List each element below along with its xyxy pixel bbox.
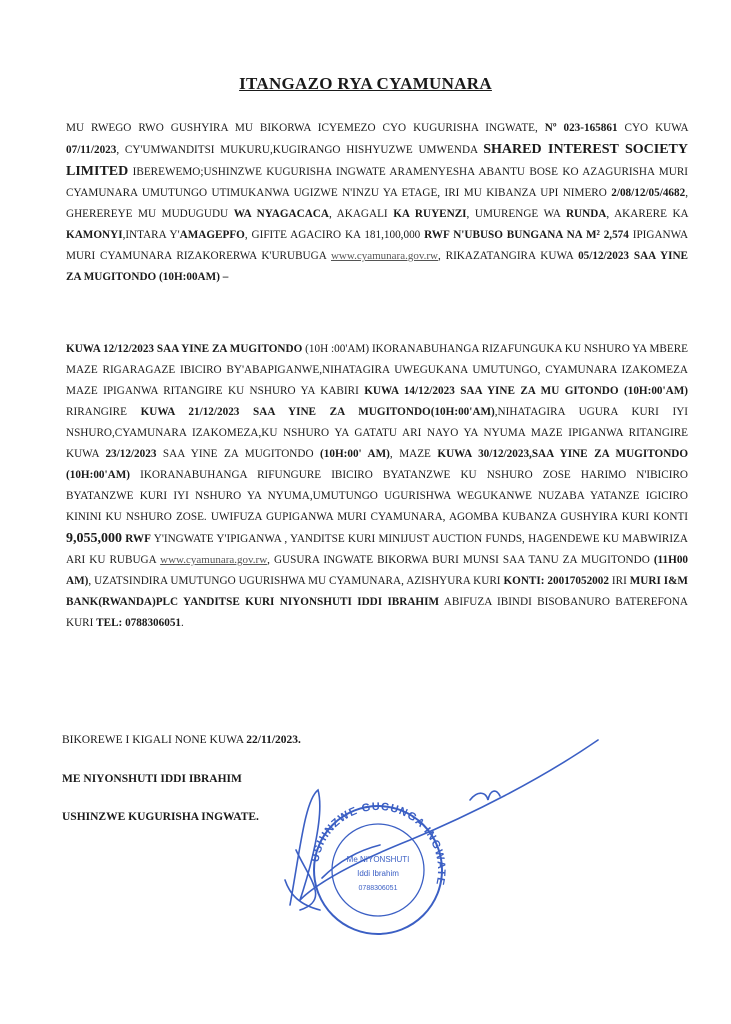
creditor-name: SHARED INTEREST SOCIETY LIMITED	[66, 142, 689, 179]
stamp-ring-text: USHINZWE GUCUNGA INGWATE	[309, 800, 448, 887]
account-number: KONTI: 20017052002	[503, 575, 609, 587]
signing-date-line: BIKOREWE I KIGALI NONE KUWA 22/11/2023.	[62, 734, 301, 746]
document-title: ITANGAZO RYA CYAMUNARA	[239, 74, 492, 93]
contact-phone: TEL: 0788306051	[96, 617, 182, 629]
plot-number: 2/08/12/05/4682	[611, 187, 686, 199]
auction-website-link[interactable]: www.cyamunara.gov.rw	[330, 250, 438, 262]
stamp-inner-line2: Iddi Ibrahim	[357, 869, 399, 878]
signatory-role: USHINZWE KUGURISHA INGWATE.	[62, 811, 259, 823]
deposit-amount: 9,055,000	[66, 531, 122, 546]
auction-website-link-2[interactable]: www.cyamunara.gov.rw	[160, 554, 268, 566]
paragraph-announcement: MU RWEGO RWO GUSHYIRA MU BIKORWA ICYEMEZO CYO KUGURISHA INGWATE, Nº 023-165861 CYO KUWA 07/11/2023, CY'UMWANDITSI MUKURU,KUGIRANGO HISHYUZWE UMWENDA SHARED INTEREST SOCIETY LIMITED IBEREWEMO;USHINZWE KUGURISHA INGWATE ARAMENYESHA ABANTU BOSE KO AZAGURISHA MURI CYAMUNARA UMUTUNGO UTIMUKANWA UGIZWE N'INZU YA ETAGE, IRI MU KIBANZA UPI NIMERO 2/08/12/05/4682, GHEREREYE MU MUDUGUDU WA NYAGACACA, AKAGALI KA RUYENZI, UMURENGE WA RUNDA, AKARERE KA KAMONYI,INTARA Y'AMAGEPFO, GIFITE AGACIRO KA 181,100,000 RWF N'UBUSO BUNGANA NA M² 2,574 IPIGANWA MURI CYAMUNARA RIZAKORERWA K'URUBUGA www.cyamunara.gov.rw, RIKAZATANGIRA KUWA 05/12/2023 SAA YINE ZA MUGITONDO (10H:00AM) –	[66, 122, 689, 283]
signatory-name: ME NIYONSHUTI IDDI IBRAHIM	[62, 773, 242, 785]
svg-text:USHINZWE GUCUNGA INGWATE	[309, 801, 447, 887]
signature-icon	[285, 740, 598, 910]
stamp-inner-line1: Me NIYONSHUTI	[346, 855, 410, 864]
official-stamp-icon	[309, 801, 447, 934]
paragraph-auction-schedule: KUWA 12/12/2023 SAA YINE ZA MUGITONDO (10H :00'AM) IKORANABUHANGA RIZAFUNGUKA KU NSHURO YA MBERE MAZE RIGARAGAZE IBICIRO BY'ABAPIGANWE,NIHATAGIRA UWEGUKANA UMUTUNGO, CYAMUNARA IZAKOMEZA MAZE IPIGANWA RITANGIRE KU NSHURO YA KABIRI KUWA 14/12/2023 SAA YINE ZA MU GITONDO (10H:00'AM) RIRANGIRE KUWA 21/12/2023 SAA YINE ZA MUGITONDO(10H:00'AM),NIHATAGIRA UGURA KURI IYI NSHURO,CYAMUNARA IZAKOMEZA,KU NSHURO YA GATATU ARI NAYO YA NYUMA MAZE IPIGANWA RITANGIRE KUWA 23/12/2023 SAA YINE ZA MUGITONDO (10H:00' AM), MAZE KUWA 30/12/2023,SAA YINE ZA MUGITONDO (10H:00'AM) IKORANABUHANGA RIFUNGURE IBICIRO BYATANZWE KU NSHURO ZOSE HARIMO N'IBICIRO BYATANZWE KURI IYI NSHURO YA NYUMA,UMUTUNGO UGURISHWA WEGUKANWE NUZABA YATANZE IGICIRO KININI KU NSHURO ZOSE. UWIFUZA GUPIGANWA MURI CYAMUNARA, AGOMBA KUBANZA GUSHYIRA KURI KONTI 9,055,000 RWF Y'INGWATE Y'IPIGANWA , YANDITSE KURI MINIJUST AUCTION FUNDS, HAGENDEWE KU MABWIRIZA ARI KU RUBUGA www.cyamunara.gov.rw, GUSURA INGWATE BIKORWA BURI MUNSI SAA TANU ZA MUGITONDO (11H00 AM), UZATSINDIRA UMUTUNGO UGURISHWA MU CYAMUNARA, AZISHYURA KURI KONTI: 20017052002 IRI MURI I&M BANK(RWANDA)PLC YANDITSE KURI NIYONSHUTI IDDI IBRAHIM ABIFUZA IBINDI BISOBANURO BATEREFONA KURI TEL: 0788306051.	[66, 343, 689, 629]
stamp-code: 0788306051	[358, 885, 398, 892]
